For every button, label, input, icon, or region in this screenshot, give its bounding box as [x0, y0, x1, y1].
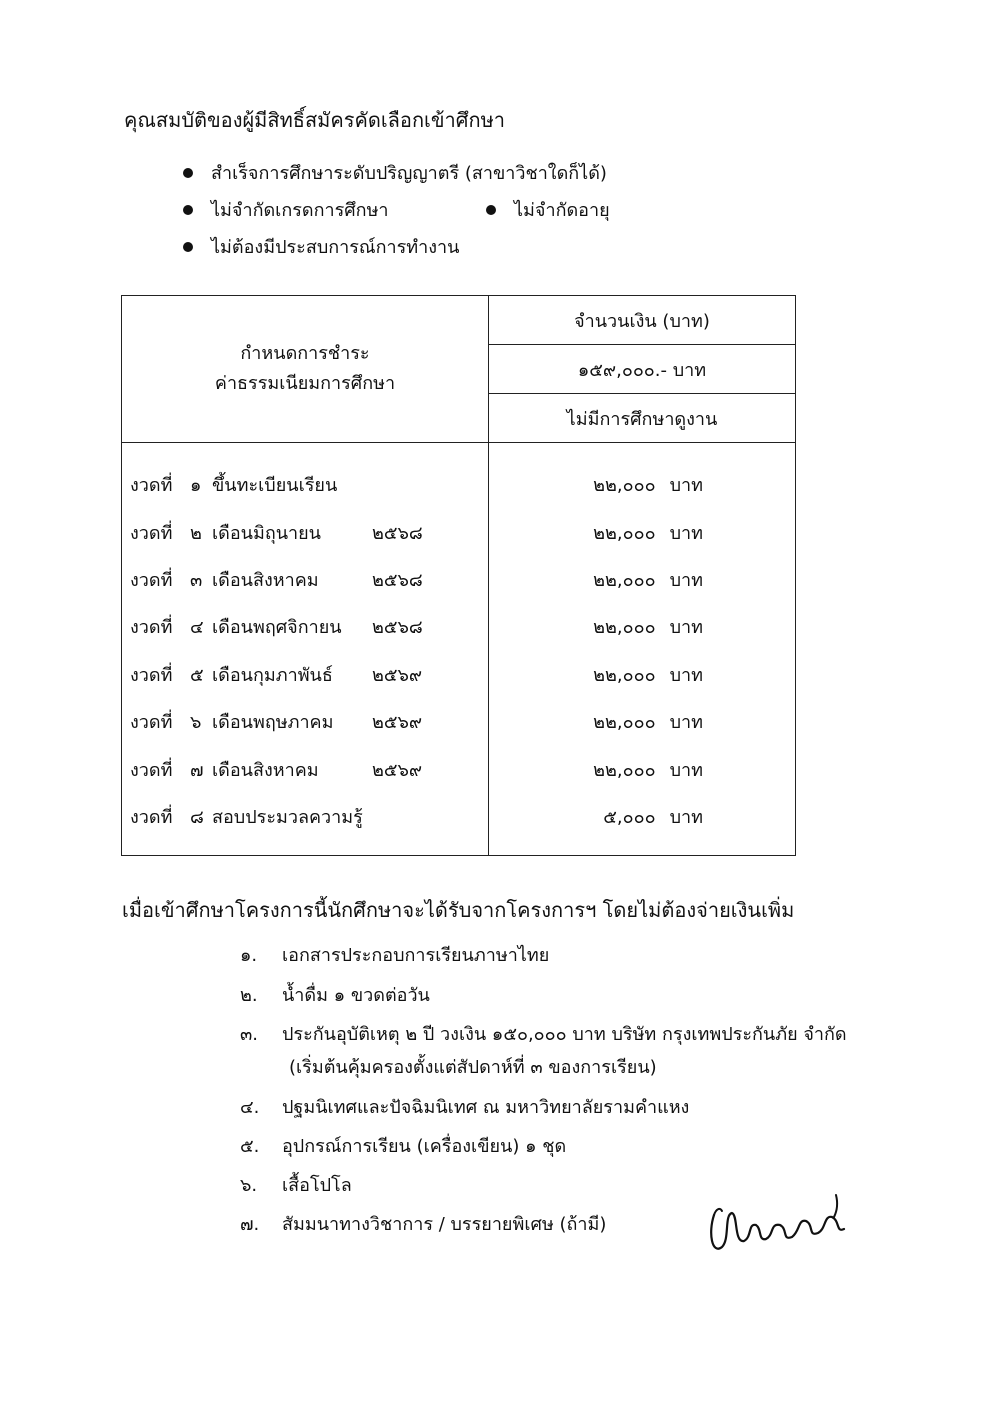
installment-label: งวดที่	[130, 664, 173, 686]
installment-label: งวดที่	[130, 759, 173, 781]
benefit-item-continuation: (เริ่มต้นคุ้มครองตั้งแต่สัปดาห์ที่ ๓ ของการเรียน)	[289, 1057, 657, 1078]
benefit-number: ๒.	[240, 985, 258, 1006]
benefit-item	[240, 940, 549, 969]
installment-desc: ขึ้นทะเบียนเรียน	[212, 475, 338, 497]
installment-number: ๑	[190, 475, 202, 497]
installment-label: งวดที่	[130, 806, 173, 828]
amount-header: จำนวนเงิน (บาท)	[489, 296, 796, 345]
benefit-number: ๕.	[240, 1136, 260, 1157]
installment-number: ๗	[190, 759, 204, 781]
amount-row	[489, 698, 795, 745]
fee-schedule-header-line2: ค่าธรรมเนียมการศึกษา	[214, 373, 396, 394]
benefit-number: ๖.	[240, 1175, 258, 1196]
installment-year: ๒๕๖๙	[372, 664, 423, 686]
bullet-text: ไม่ต้องมีประสบการณ์การทำงาน	[211, 237, 460, 258]
installment-number: ๒	[190, 522, 202, 544]
amount-row	[489, 603, 795, 650]
installment-row	[122, 603, 488, 650]
bullet-dot	[183, 168, 193, 178]
installment-row	[122, 745, 488, 792]
benefit-text: เสื้อโปโล	[282, 1175, 352, 1196]
bullet-experience	[183, 232, 459, 261]
installment-desc: เดือนกุมภาพันธ์	[212, 664, 333, 686]
bullet-grade	[183, 195, 389, 224]
installment-number: ๓	[190, 569, 203, 591]
amount-value: ๒๒,๐๐๐	[593, 475, 656, 497]
benefits-heading: เมื่อเข้าศึกษาโครงการนี้นักศึกษาจะได้รับจากโครงการฯ โดยไม่ต้องจ่ายเงินเพิ่ม	[122, 898, 795, 922]
study-trip-note: ไม่มีการศึกษาดูงาน	[489, 394, 796, 443]
benefit-text: ประกันอุบัติเหตุ ๒ ปี วงเงิน ๑๕๐,๐๐๐ บาท บริษัท กรุงเทพประกันภัย จำกัด	[282, 1024, 847, 1045]
installment-desc: เดือนพฤษภาคม	[212, 712, 334, 734]
amount-value: ๒๒,๐๐๐	[593, 522, 656, 544]
benefit-item	[240, 1170, 352, 1199]
installment-schedule	[122, 443, 489, 856]
amount-unit: บาท	[669, 569, 703, 591]
installment-number: ๖	[190, 712, 202, 734]
installment-label: งวดที่	[130, 475, 173, 497]
installment-year: ๒๕๖๙	[372, 712, 423, 734]
amount-row	[489, 461, 795, 508]
benefit-number: ๓.	[240, 1024, 259, 1045]
installment-row	[122, 698, 488, 745]
installment-label: งวดที่	[130, 569, 173, 591]
benefit-item	[240, 1131, 566, 1160]
fee-table	[121, 295, 796, 856]
installment-year: ๒๕๖๘	[372, 522, 423, 544]
installment-number: ๘	[190, 806, 204, 828]
amount-unit: บาท	[669, 712, 703, 734]
installment-label: งวดที่	[130, 617, 173, 639]
amount-row	[489, 793, 795, 840]
installment-year: ๒๕๖๘	[372, 617, 423, 639]
bullet-dot	[486, 205, 496, 215]
installment-row	[122, 556, 488, 603]
amount-row	[489, 651, 795, 698]
installment-desc: สอบประมวลความรู้	[212, 806, 363, 828]
installment-desc: เดือนสิงหาคม	[212, 569, 319, 591]
installment-amounts	[489, 443, 796, 856]
installment-number: ๔	[190, 617, 204, 639]
amount-unit: บาท	[669, 617, 703, 639]
benefit-item	[240, 1019, 847, 1048]
installment-row	[122, 508, 488, 555]
benefit-number: ๗.	[240, 1214, 260, 1235]
installment-row	[122, 461, 488, 508]
installment-row	[122, 793, 488, 840]
benefit-text: น้ำดื่ม ๑ ขวดต่อวัน	[282, 985, 430, 1006]
benefit-item	[240, 1092, 689, 1121]
bullet-dot	[183, 242, 193, 252]
installment-desc: เดือนสิงหาคม	[212, 759, 319, 781]
amount-row	[489, 508, 795, 555]
amount-value: ๕,๐๐๐	[603, 806, 656, 828]
bullet-text: สำเร็จการศึกษาระดับปริญญาตรี (สาขาวิชาใดก็ได้)	[211, 163, 607, 184]
amount-row	[489, 556, 795, 603]
benefit-text: ปฐมนิเทศและปัจฉิมนิเทศ ณ มหาวิทยาลัยรามคำแหง	[282, 1097, 690, 1118]
bullet-text: ไม่จำกัดอายุ	[514, 200, 610, 221]
amount-unit: บาท	[669, 806, 703, 828]
qualifications-heading: คุณสมบัติของผู้มีสิทธิ์สมัครคัดเลือกเข้าศึกษา	[124, 108, 506, 132]
installment-year: ๒๕๖๙	[372, 759, 423, 781]
amount-unit: บาท	[669, 475, 703, 497]
bullet-age	[486, 195, 610, 224]
installment-year: ๒๕๖๘	[372, 569, 423, 591]
amount-value: ๒๒,๐๐๐	[593, 569, 656, 591]
bullet-text: ไม่จำกัดเกรดการศึกษา	[211, 200, 389, 221]
amount-value: ๒๒,๐๐๐	[593, 664, 656, 686]
benefit-text: สัมมนาทางวิชาการ / บรรยายพิเศษ (ถ้ามี)	[282, 1214, 607, 1235]
amount-value: ๒๒,๐๐๐	[593, 617, 656, 639]
bullet-dot	[183, 205, 193, 215]
handwritten-signature	[700, 1185, 850, 1265]
amount-value: ๒๒,๐๐๐	[593, 712, 656, 734]
amount-unit: บาท	[669, 759, 703, 781]
benefit-item	[240, 1209, 606, 1238]
benefit-number: ๑.	[240, 945, 258, 966]
total-amount: ๑๕๙,๐๐๐.- บาท	[489, 345, 796, 394]
amount-unit: บาท	[669, 664, 703, 686]
installment-desc: เดือนพฤศจิกายน	[212, 617, 342, 639]
bullet-degree	[183, 158, 607, 187]
installment-label: งวดที่	[130, 712, 173, 734]
installment-number: ๕	[190, 664, 204, 686]
benefit-text: เอกสารประกอบการเรียนภาษาไทย	[282, 945, 550, 966]
installment-desc: เดือนมิถุนายน	[212, 522, 321, 544]
benefit-text: อุปกรณ์การเรียน (เครื่องเขียน) ๑ ชุด	[282, 1136, 567, 1157]
amount-value: ๒๒,๐๐๐	[593, 759, 656, 781]
installment-label: งวดที่	[130, 522, 173, 544]
fee-schedule-header-line1: กำหนดการชำระ	[240, 343, 370, 364]
amount-row	[489, 745, 795, 792]
installment-row	[122, 651, 488, 698]
benefit-item	[240, 980, 430, 1009]
fee-schedule-header	[122, 296, 489, 443]
benefit-number: ๔.	[240, 1097, 260, 1118]
amount-unit: บาท	[669, 522, 703, 544]
